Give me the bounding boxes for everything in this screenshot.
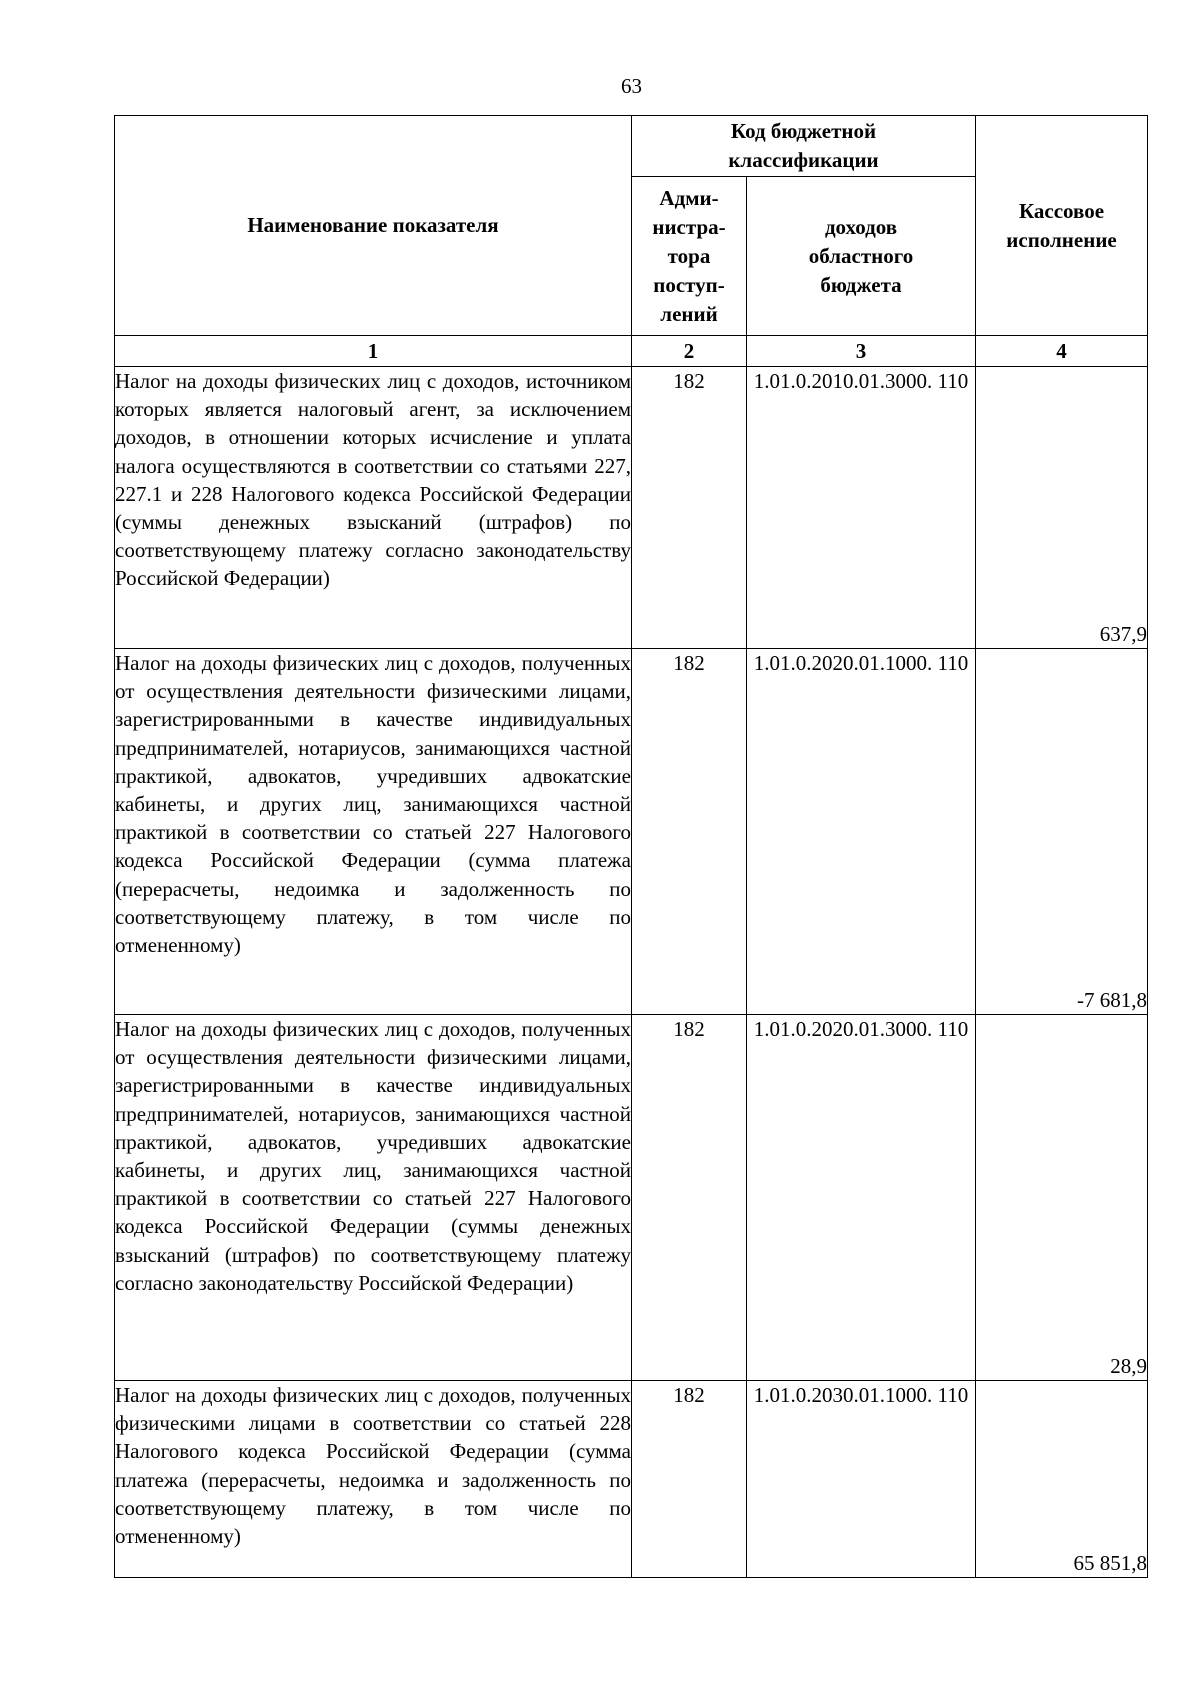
- cash-execution: -7 681,8: [976, 649, 1148, 1015]
- table-row: [115, 1381, 1148, 1578]
- indicator-name: Налог на доходы физических лиц с доходов, полученных от осуществления деятельности физическими лицами, зарегистрированными в качестве индивидуальных предпринимателей, нотариусов, занимающихся частной практикой, адвокатов, учредивших адвокатские кабинеты, и других лиц, занимающихся частной практикой в соответствии со статьей 227 Налогового кодекса Российской Федерации (сумма платежа (перерасчеты, недоимка и задолженность по соответствующему платежу, в том числе по отмененному): [115, 649, 632, 1015]
- indicator-name: Налог на доходы физических лиц с доходов, полученных физическими лицами в соответствии со статьей 228 Налогового кодекса Российской Федерации (сумма платежа (перерасчеты, недоимка и задолженность по соответствующему платежу, в том числе по отмененному): [115, 1381, 632, 1578]
- header-name-column: Наименование показателя: [115, 116, 632, 336]
- income-code: 1.01.0.2030.01.1000. 110: [747, 1381, 976, 1578]
- table-row: [115, 1015, 1148, 1381]
- indicator-name: Налог на доходы физических лиц с доходов, полученных от осуществления деятельности физическими лицами, зарегистрированными в качестве индивидуальных предпринимателей, нотариусов, занимающихся частной практикой, адвокатов, учредивших адвокатские кабинеты, и других лиц, занимающихся частной практикой в соответствии со статьей 227 Налогового кодекса Российской Федерации (суммы денежных взысканий (штрафов) по соответствующему платежу согласно законодательству Российской Федерации): [115, 1015, 632, 1381]
- indicator-name: Налог на доходы физических лиц с доходов, источником которых является налоговый агент, за исключением доходов, в отношении которых исчисление и уплата налога осуществляются в соответствии со статьями 227, 227.1 и 228 Налогового кодекса Российской Федерации (суммы денежных взысканий (штрафов) по соответствующему платежу согласно законодательству Российской Федерации): [115, 367, 632, 649]
- income-code: 1.01.0.2020.01.1000. 110: [747, 649, 976, 1015]
- admin-code: 182: [632, 1015, 747, 1381]
- budget-table: [114, 115, 1148, 1578]
- income-code: 1.01.0.2020.01.3000. 110: [747, 1015, 976, 1381]
- income-code: 1.01.0.2010.01.3000. 110: [747, 367, 976, 649]
- table-row: [115, 367, 1148, 649]
- header-income-column: доходов областного бюджета: [747, 177, 976, 336]
- header-amount-column: Кассовое исполнение: [976, 116, 1148, 336]
- column-number-4: 4: [976, 336, 1148, 367]
- cash-execution: 637,9: [976, 367, 1148, 649]
- table-row: [115, 649, 1148, 1015]
- admin-code: 182: [632, 649, 747, 1015]
- page-number: 63: [621, 74, 642, 98]
- header-code-group: Код бюджетной классификации: [632, 116, 976, 177]
- cash-execution: 65 851,8: [976, 1381, 1148, 1578]
- admin-code: 182: [632, 1381, 747, 1578]
- column-number-2: 2: [632, 336, 747, 367]
- cash-execution: 28,9: [976, 1015, 1148, 1381]
- admin-code: 182: [632, 367, 747, 649]
- column-number-3: 3: [747, 336, 976, 367]
- column-number-1: 1: [115, 336, 632, 367]
- header-admin-column: Адми-нистра-тора поступ-лений: [632, 177, 747, 336]
